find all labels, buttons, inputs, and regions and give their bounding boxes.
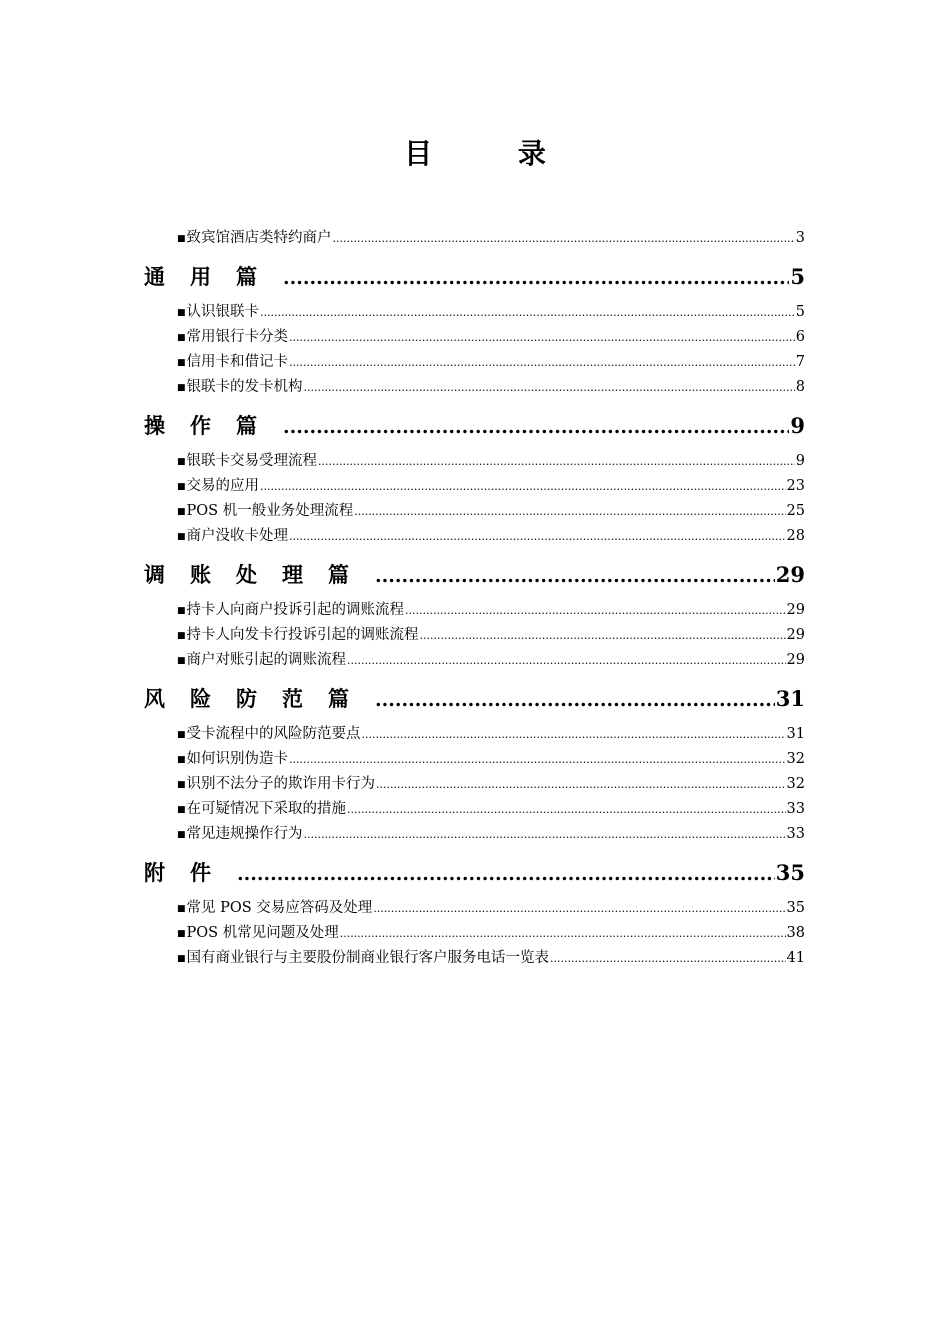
- dot-leader: [375, 558, 775, 595]
- bullet-icon: ■: [177, 234, 186, 244]
- dot-leader: [260, 300, 795, 325]
- bullet-icon: ■: [177, 532, 186, 542]
- toc-section-page: 29: [775, 562, 805, 587]
- bullet-icon: ■: [177, 358, 186, 368]
- toc-entry-label: 如何识别伪造卡: [186, 751, 289, 767]
- toc-entry-page: 32: [786, 751, 805, 767]
- toc-entry[interactable]: [177, 921, 805, 946]
- toc-entry[interactable]: [177, 747, 805, 772]
- dot-leader: [289, 325, 795, 350]
- toc-entry-label: 致宾馆酒店类特约商户: [186, 230, 332, 246]
- toc-entry[interactable]: [177, 499, 805, 524]
- toc-entry-label: 商户没收卡处理: [186, 528, 289, 544]
- dot-leader: [333, 226, 795, 251]
- toc-section-label: 操作篇: [144, 414, 282, 438]
- toc-section[interactable]: [144, 680, 805, 717]
- dot-leader: [347, 797, 786, 822]
- toc-entry-label: 商户对账引起的调账流程: [186, 652, 347, 668]
- toc-entry-page: 29: [786, 602, 805, 618]
- toc-entry-page: 5: [795, 304, 805, 320]
- toc-section[interactable]: [144, 854, 805, 891]
- dot-leader: [260, 474, 786, 499]
- dot-leader: [340, 921, 786, 946]
- dot-leader: [375, 682, 775, 719]
- toc-entry[interactable]: [177, 350, 805, 375]
- bullet-icon: ■: [177, 730, 186, 740]
- toc-entry-label: 受卡流程中的风险防范要点: [186, 726, 361, 742]
- toc-entry-label: 交易的应用: [186, 478, 260, 494]
- dot-leader: [289, 524, 786, 549]
- dot-leader: [289, 350, 795, 375]
- toc-section-page: 5: [790, 264, 805, 289]
- dot-leader: [405, 598, 786, 623]
- toc-entry-label: 国有商业银行与主要股份制商业银行客户服务电话一览表: [186, 950, 550, 966]
- toc-entry-page: 32: [786, 776, 805, 792]
- toc-section-label: 附件: [144, 861, 236, 885]
- dot-leader: [237, 856, 775, 893]
- bullet-icon: ■: [177, 383, 186, 393]
- toc-entry[interactable]: [177, 524, 805, 549]
- bullet-icon: ■: [177, 954, 186, 964]
- toc-entry-page: 29: [786, 627, 805, 643]
- toc-entry-label: 常见 POS 交易应答码及处理: [186, 900, 373, 916]
- toc-entry-label: 在可疑情况下采取的措施: [186, 801, 347, 817]
- table-of-contents: [0, 226, 950, 971]
- toc-entry-page: 28: [786, 528, 805, 544]
- toc-section-page: 31: [775, 686, 805, 711]
- dot-leader: [304, 375, 795, 400]
- bullet-icon: ■: [177, 780, 186, 790]
- bullet-icon: ■: [177, 805, 186, 815]
- toc-entry-label: 银联卡的发卡机构: [186, 379, 303, 395]
- toc-entry[interactable]: [177, 648, 805, 673]
- toc-entry-page: 29: [786, 652, 805, 668]
- dot-leader: [362, 722, 786, 747]
- toc-section-label: 通用篇: [144, 265, 282, 289]
- page-title: 目 录: [404, 137, 584, 170]
- toc-entry-page: 38: [786, 925, 805, 941]
- toc-entry-page: 7: [795, 354, 805, 370]
- toc-entry-page: 8: [795, 379, 805, 395]
- bullet-icon: ■: [177, 656, 186, 666]
- toc-entry-label: POS 机常见问题及处理: [186, 925, 339, 941]
- dot-leader: [283, 409, 789, 446]
- toc-entry-page: 35: [786, 900, 805, 916]
- dot-leader: [289, 747, 786, 772]
- toc-entry-label: POS 机一般业务处理流程: [186, 503, 354, 519]
- bullet-icon: ■: [177, 457, 186, 467]
- dot-leader: [347, 648, 786, 673]
- dot-leader: [376, 772, 786, 797]
- toc-entry[interactable]: [177, 449, 805, 474]
- toc-section-page: 35: [775, 860, 805, 885]
- toc-entry-label: 持卡人向商户投诉引起的调账流程: [186, 602, 405, 618]
- toc-entry[interactable]: [177, 946, 805, 971]
- toc-entry-page: 23: [786, 478, 805, 494]
- toc-section[interactable]: [144, 556, 805, 593]
- toc-entry[interactable]: [177, 623, 805, 648]
- bullet-icon: ■: [177, 507, 186, 517]
- bullet-icon: ■: [177, 929, 186, 939]
- toc-entry-page: 9: [795, 453, 805, 469]
- toc-entry[interactable]: [177, 226, 805, 251]
- bullet-icon: ■: [177, 755, 186, 765]
- bullet-icon: ■: [177, 631, 186, 641]
- toc-entry-page: 41: [786, 950, 805, 966]
- toc-entry[interactable]: [177, 598, 805, 623]
- toc-entry[interactable]: [177, 300, 805, 325]
- toc-entry[interactable]: [177, 474, 805, 499]
- toc-section-label: 风险防范篇: [144, 687, 374, 711]
- toc-entry[interactable]: [177, 772, 805, 797]
- toc-entry-page: 33: [786, 801, 805, 817]
- dot-leader: [420, 623, 786, 648]
- toc-entry[interactable]: [177, 797, 805, 822]
- toc-entry-page: 3: [795, 230, 805, 246]
- dot-leader: [304, 822, 786, 847]
- toc-section-page: 9: [790, 413, 805, 438]
- toc-entry-page: 31: [786, 726, 805, 742]
- toc-entry-page: 25: [786, 503, 805, 519]
- toc-entry-label: 信用卡和借记卡: [186, 354, 289, 370]
- bullet-icon: ■: [177, 308, 186, 318]
- toc-entry-label: 银联卡交易受理流程: [186, 453, 318, 469]
- toc-entry[interactable]: [177, 375, 805, 400]
- toc-entry-label: 持卡人向发卡行投诉引起的调账流程: [186, 627, 419, 643]
- bullet-icon: ■: [177, 830, 186, 840]
- dot-leader: [550, 946, 786, 971]
- toc-entry-label: 常用银行卡分类: [186, 329, 289, 345]
- toc-entry-label: 识别不法分子的欺诈用卡行为: [186, 776, 376, 792]
- toc-entry[interactable]: [177, 722, 805, 747]
- toc-entry-page: 6: [795, 329, 805, 345]
- dot-leader: [373, 896, 785, 921]
- toc-section[interactable]: [144, 258, 805, 295]
- bullet-icon: ■: [177, 333, 186, 343]
- dot-leader: [318, 449, 795, 474]
- toc-entry-page: 33: [786, 826, 805, 842]
- toc-section-label: 调账处理篇: [144, 563, 374, 587]
- dot-leader: [354, 499, 785, 524]
- bullet-icon: ■: [177, 482, 186, 492]
- bullet-icon: ■: [177, 606, 186, 616]
- toc-entry-label: 认识银联卡: [186, 304, 260, 320]
- toc-entry[interactable]: [177, 325, 805, 350]
- bullet-icon: ■: [177, 904, 186, 914]
- dot-leader: [283, 260, 789, 297]
- toc-entry[interactable]: [177, 822, 805, 847]
- toc-section[interactable]: [144, 407, 805, 444]
- toc-entry[interactable]: [177, 896, 805, 921]
- toc-entry-label: 常见违规操作行为: [186, 826, 303, 842]
